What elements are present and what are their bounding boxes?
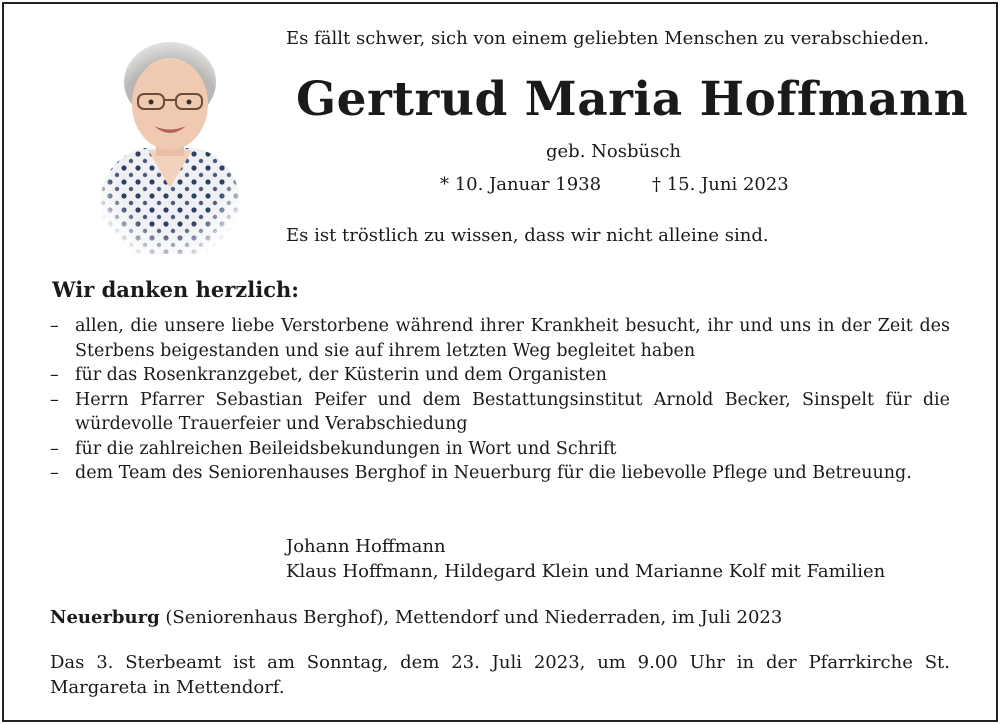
maiden-name: geb. Nosbüsch (546, 141, 681, 162)
death-date: † 15. Juni 2023 (652, 174, 789, 195)
thanks-list (50, 314, 950, 486)
list-item (50, 314, 950, 363)
comfort-text: Es ist tröstlich zu wissen, dass wir nicht alleine sind. (286, 225, 769, 246)
thanks-heading: Wir danken herzlich: (52, 277, 299, 302)
list-item (50, 461, 950, 486)
place-date-line (50, 607, 782, 628)
service-notice: Das 3. Sterbeamt ist am Sonntag, dem 23. Juli 2023, um 9.00 Uhr in der Pfarrkirche St. Margareta in Mettendorf. (50, 652, 950, 698)
thanks-item-text: für das Rosenkranzgebet, der Küsterin und dem Organisten (75, 365, 607, 385)
thanks-item-text: dem Team des Seniorenhauses Berghof in Neuerburg für die liebevolle Pflege und Betreuung. (75, 463, 912, 483)
portrait-photo (92, 38, 248, 254)
deceased-name: Gertrud Maria Hoffmann (296, 72, 969, 127)
thanks-item-text: Herrn Pfarrer Sebastian Peifer und dem Bestattungsinstitut Arnold Becker, Sinspelt für die würdevolle Trauerfeier und Verabschiedung (75, 389, 950, 434)
dash-bullet: – (50, 463, 59, 483)
list-item (50, 363, 950, 388)
intro-text: Es fällt schwer, sich von einem geliebten Menschen zu verabschieden. (286, 28, 930, 49)
place-details: (Seniorenhaus Berghof), Mettendorf und Niederraden, im Juli 2023 (159, 607, 783, 628)
thanks-item-text: für die zahlreichen Beileidsbekundungen in Wort und Schrift (75, 438, 617, 459)
dash-bullet: – (50, 389, 59, 410)
dash-bullet: – (50, 316, 59, 336)
birth-date: * 10. Januar 1938 (440, 174, 602, 195)
signature-line: Klaus Hoffmann, Hildegard Klein und Marianne Kolf mit Familien (286, 561, 886, 582)
dash-bullet: – (50, 438, 59, 459)
place-name: Neuerburg (50, 607, 160, 628)
thanks-item-text: allen, die unsere liebe Verstorbene während ihrer Krankheit besucht, ihr und uns in der Zeit des Sterbens beigestanden und sie auf ihrem letzten Weg begleitet haben (75, 316, 950, 361)
list-item (50, 388, 950, 437)
list-item (50, 437, 950, 462)
dash-bullet: – (50, 365, 59, 385)
signature-line: Johann Hoffmann (286, 536, 446, 557)
